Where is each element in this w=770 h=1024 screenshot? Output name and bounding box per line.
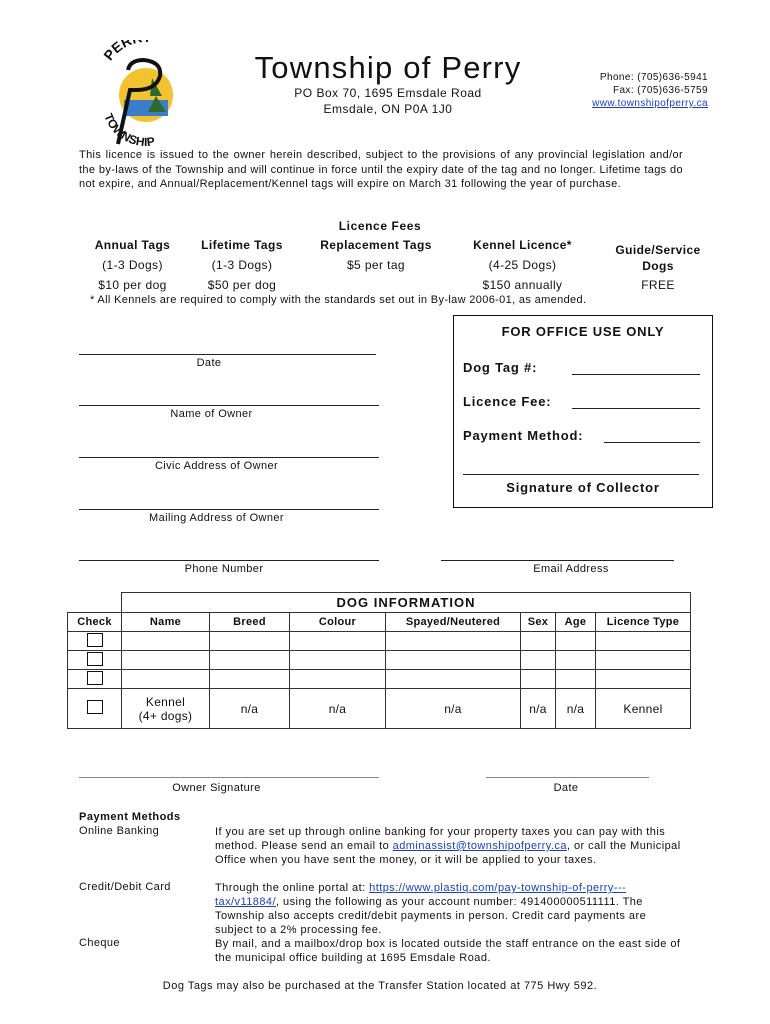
sex-cell[interactable] (521, 670, 556, 689)
date-label: Date (196, 357, 222, 369)
credit-debit-text (215, 881, 685, 937)
sex-cell[interactable] (521, 651, 556, 670)
column-header: Colour (290, 613, 386, 632)
spayed-cell[interactable] (386, 632, 521, 651)
name-cell[interactable] (122, 651, 210, 670)
dog-checkbox[interactable] (87, 652, 103, 666)
fax-text: Fax: (705)636-5759 (612, 85, 708, 96)
breed-cell[interactable] (210, 670, 290, 689)
name-cell[interactable] (122, 632, 210, 651)
signature-date-line[interactable] (486, 777, 649, 778)
credit-debit-label: Credit/Debit Card (79, 881, 171, 893)
office-use-box (453, 315, 713, 508)
fee-line: $10 per dog (98, 278, 167, 292)
column-header: Name (122, 613, 210, 632)
phone-number-label: Phone Number (184, 563, 264, 575)
licence-fee-label: Licence Fee: (463, 394, 552, 409)
township-logo (90, 40, 200, 150)
cheque-label: Cheque (79, 937, 120, 949)
fee-header: Kennel Licence* (473, 238, 572, 252)
spayed-cell[interactable] (386, 670, 521, 689)
fee-line: $50 per dog (207, 278, 277, 292)
signature-date-label: Date (553, 782, 579, 794)
fee-col-kennel (455, 238, 590, 298)
payment-method-label: Payment Method: (463, 428, 584, 443)
kennel-sex-cell: n/a (521, 689, 556, 729)
table-row (68, 670, 691, 689)
kennel-row (68, 689, 691, 729)
card-text-part: , using the following as your account number: 491400000511111. The Township also accepts credit/debit payments in person. Credit card payments are subject to a 2% processing fee. (215, 896, 647, 936)
fee-col-lifetime (188, 238, 296, 298)
age-cell[interactable] (556, 632, 596, 651)
dog-checkbox[interactable] (87, 671, 103, 685)
website-link[interactable]: www.townshipofperry.ca (592, 98, 708, 109)
payment-methods-title: Payment Methods (79, 811, 181, 823)
phone-text: Phone: (705)636-5941 (599, 72, 708, 83)
dog-tag-label: Dog Tag #: (463, 360, 538, 375)
address-line-1: PO Box 70, 1695 Emsdale Road (294, 86, 482, 100)
age-cell[interactable] (556, 651, 596, 670)
contact-block (508, 71, 708, 110)
licence-type-cell[interactable] (596, 670, 691, 689)
online-banking-text (215, 825, 685, 867)
dog-information-caption: DOG INFORMATION (122, 593, 691, 613)
collector-signature-label: Signature of Collector (506, 480, 660, 495)
online-text-part: If you are set up through online banking for your property taxes you can pay with this method. Please send an email to (215, 826, 666, 852)
table-row (68, 632, 691, 651)
spayed-cell[interactable] (386, 651, 521, 670)
name-cell[interactable] (122, 670, 210, 689)
column-header: Breed (210, 613, 290, 632)
dog-information-table (67, 592, 691, 729)
fee-line: (4-25 Dogs) (488, 258, 557, 272)
collector-signature-line[interactable] (463, 474, 699, 475)
column-header: Check (68, 613, 122, 632)
page-title: Township of Perry (254, 50, 522, 85)
kennel-name-line2: (4+ dogs) (138, 708, 193, 723)
logo-text-top: PER (100, 40, 135, 64)
dog-checkbox[interactable] (87, 633, 103, 647)
colour-cell[interactable] (290, 651, 386, 670)
fee-header: Guide/Service (615, 243, 701, 257)
owner-name-label: Name of Owner (170, 408, 253, 420)
licence-type-cell[interactable] (596, 632, 691, 651)
column-header: Sex (521, 613, 556, 632)
cheque-text: By mail, and a mailbox/drop box is located outside the staff entrance on the east side of the municipal office building at 1695 Emsdale Road. (215, 938, 681, 964)
fee-header: Dogs (642, 259, 674, 273)
kennel-breed-cell: n/a (210, 689, 290, 729)
fee-header: Lifetime Tags (201, 238, 283, 252)
owner-name-line[interactable] (79, 405, 379, 406)
licence-type-cell[interactable] (596, 651, 691, 670)
plastiq-link[interactable]: https://www.plastiq.com/pay-township-of-perry---tax/v11884/ (215, 882, 627, 908)
fee-header: Annual Tags (94, 238, 171, 252)
fee-col-guide (598, 243, 718, 292)
breed-cell[interactable] (210, 651, 290, 670)
table-header-row (68, 613, 691, 632)
age-cell[interactable] (556, 670, 596, 689)
kennel-note: * All Kennels are required to comply with the standards set out in By-law 2006-01, as amended. (90, 294, 587, 306)
licence-fee-line[interactable] (572, 408, 700, 409)
phone-number-line[interactable] (79, 560, 379, 561)
colour-cell[interactable] (290, 632, 386, 651)
fee-col-replacement (305, 238, 447, 298)
colour-cell[interactable] (290, 670, 386, 689)
owner-signature-label: Owner Signature (172, 782, 261, 794)
kennel-colour-cell: n/a (290, 689, 386, 729)
fee-line: (1-3 Dogs) (211, 258, 273, 272)
logo-text-bottom: TOWNSHIP (101, 111, 156, 150)
online-text-part: , or call the Municipal Office when you have sent the money, or it will be applied to your taxes. (215, 840, 681, 866)
email-address-line[interactable] (441, 560, 674, 561)
fee-line: $150 annually (482, 278, 563, 292)
civic-address-label: Civic Address of Owner (154, 460, 279, 472)
date-line[interactable] (79, 354, 376, 355)
fee-line: $5 per tag (346, 258, 406, 272)
fee-header: Replacement Tags (320, 238, 432, 252)
mailing-address-line[interactable] (79, 509, 379, 510)
email-address-label: Email Address (533, 563, 609, 575)
column-header: Licence Type (596, 613, 691, 632)
kennel-age-cell: n/a (556, 689, 596, 729)
payment-method-line[interactable] (604, 442, 700, 443)
sex-cell[interactable] (521, 632, 556, 651)
fee-col-annual (80, 238, 185, 298)
fee-line: (1-3 Dogs) (102, 258, 163, 272)
dog-tag-line[interactable] (572, 374, 700, 375)
address-line-2: Emsdale, ON P0A 1J0 (323, 102, 453, 116)
column-header: Age (556, 613, 596, 632)
licence-fees-title: Licence Fees (338, 219, 422, 233)
online-banking-label: Online Banking (79, 825, 160, 837)
fee-line: FREE (641, 278, 675, 292)
office-title: FOR OFFICE USE ONLY (501, 324, 665, 339)
mailing-address-label: Mailing Address of Owner (149, 512, 284, 524)
civic-address-line[interactable] (79, 457, 379, 458)
footer-note: Dog Tags may also be purchased at the Transfer Station located at 775 Hwy 592. (162, 980, 598, 992)
admin-email-link[interactable]: adminassist@townshipofperry.ca (392, 840, 567, 852)
intro-paragraph: This licence is issued to the owner herein described, subject to the provisions of any provincial legislation and/or the by-laws of the Township and will continue in force until the expiry date of the tag and no longer. Lifetime tags do not expire, and Annual/Replacement/Kennel tags will expire on March 31 following the year of purchase. (79, 149, 683, 190)
table-row (68, 651, 691, 670)
kennel-checkbox[interactable] (87, 700, 103, 714)
kennel-name-line1: Kennel (145, 694, 186, 709)
breed-cell[interactable] (210, 632, 290, 651)
card-text-part: Through the online portal at: (215, 882, 370, 894)
kennel-name-cell (122, 689, 210, 729)
kennel-spayed-cell: n/a (386, 689, 521, 729)
kennel-licence-type-cell: Kennel (596, 689, 691, 729)
column-header: Spayed/Neutered (386, 613, 521, 632)
owner-signature-line[interactable] (79, 777, 379, 778)
